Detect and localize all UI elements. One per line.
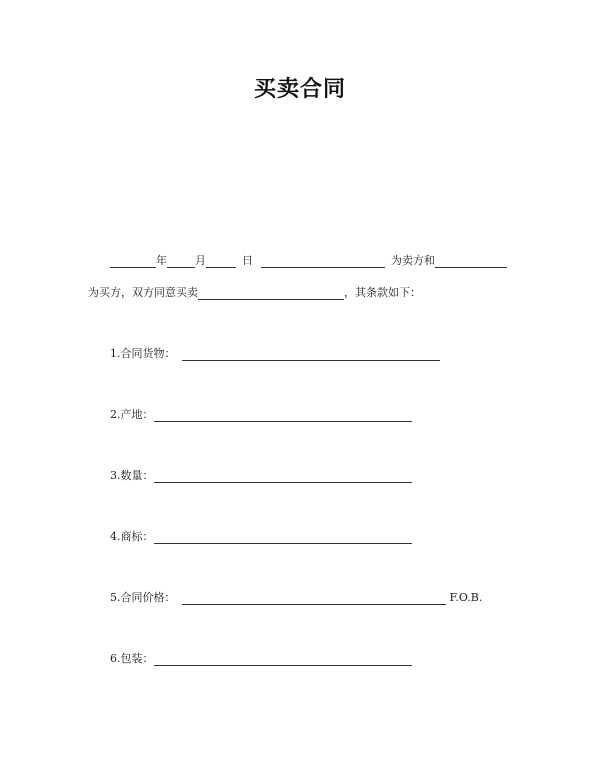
goods-blank[interactable] [198,287,344,300]
year-blank[interactable] [110,255,156,268]
preamble-line-2 [88,286,421,300]
clause-label: 1.合同货物： [110,347,176,360]
buyer-label: 为买方，双方同意买卖 [88,286,198,299]
clause-label: 3.数量： [110,469,154,482]
price-term: F.O.B. [449,591,483,604]
clause-label: 5.合同价格： [110,591,176,604]
clause-blank[interactable] [154,470,412,483]
clause-blank[interactable] [154,409,412,422]
clause-blank[interactable] [182,592,446,605]
clause-blank[interactable] [154,653,412,666]
clause-blank[interactable] [154,531,412,544]
day-label: 日 [242,254,253,267]
year-label: 年 [156,254,167,267]
clause-blank[interactable] [182,348,440,361]
clause-label: 4.商标： [110,530,154,543]
document-title: 买卖合同 [253,77,346,102]
clause-trademark [110,530,412,544]
closing-text: ，其条款如下： [344,286,421,299]
clause-label: 6.包装： [110,652,154,665]
clause-packing [110,652,412,666]
clause-goods [110,347,440,361]
buyer-name-blank[interactable] [435,255,507,268]
month-label: 月 [195,254,206,267]
day-blank[interactable] [206,255,236,268]
month-blank[interactable] [167,255,195,268]
clause-price [110,591,482,605]
clause-label: 2.产地： [110,408,154,421]
clause-quantity [110,469,412,483]
seller-label: 为卖方和 [391,254,435,267]
clause-origin [110,408,412,422]
seller-blank[interactable] [261,255,385,268]
preamble-line-1 [110,254,507,268]
